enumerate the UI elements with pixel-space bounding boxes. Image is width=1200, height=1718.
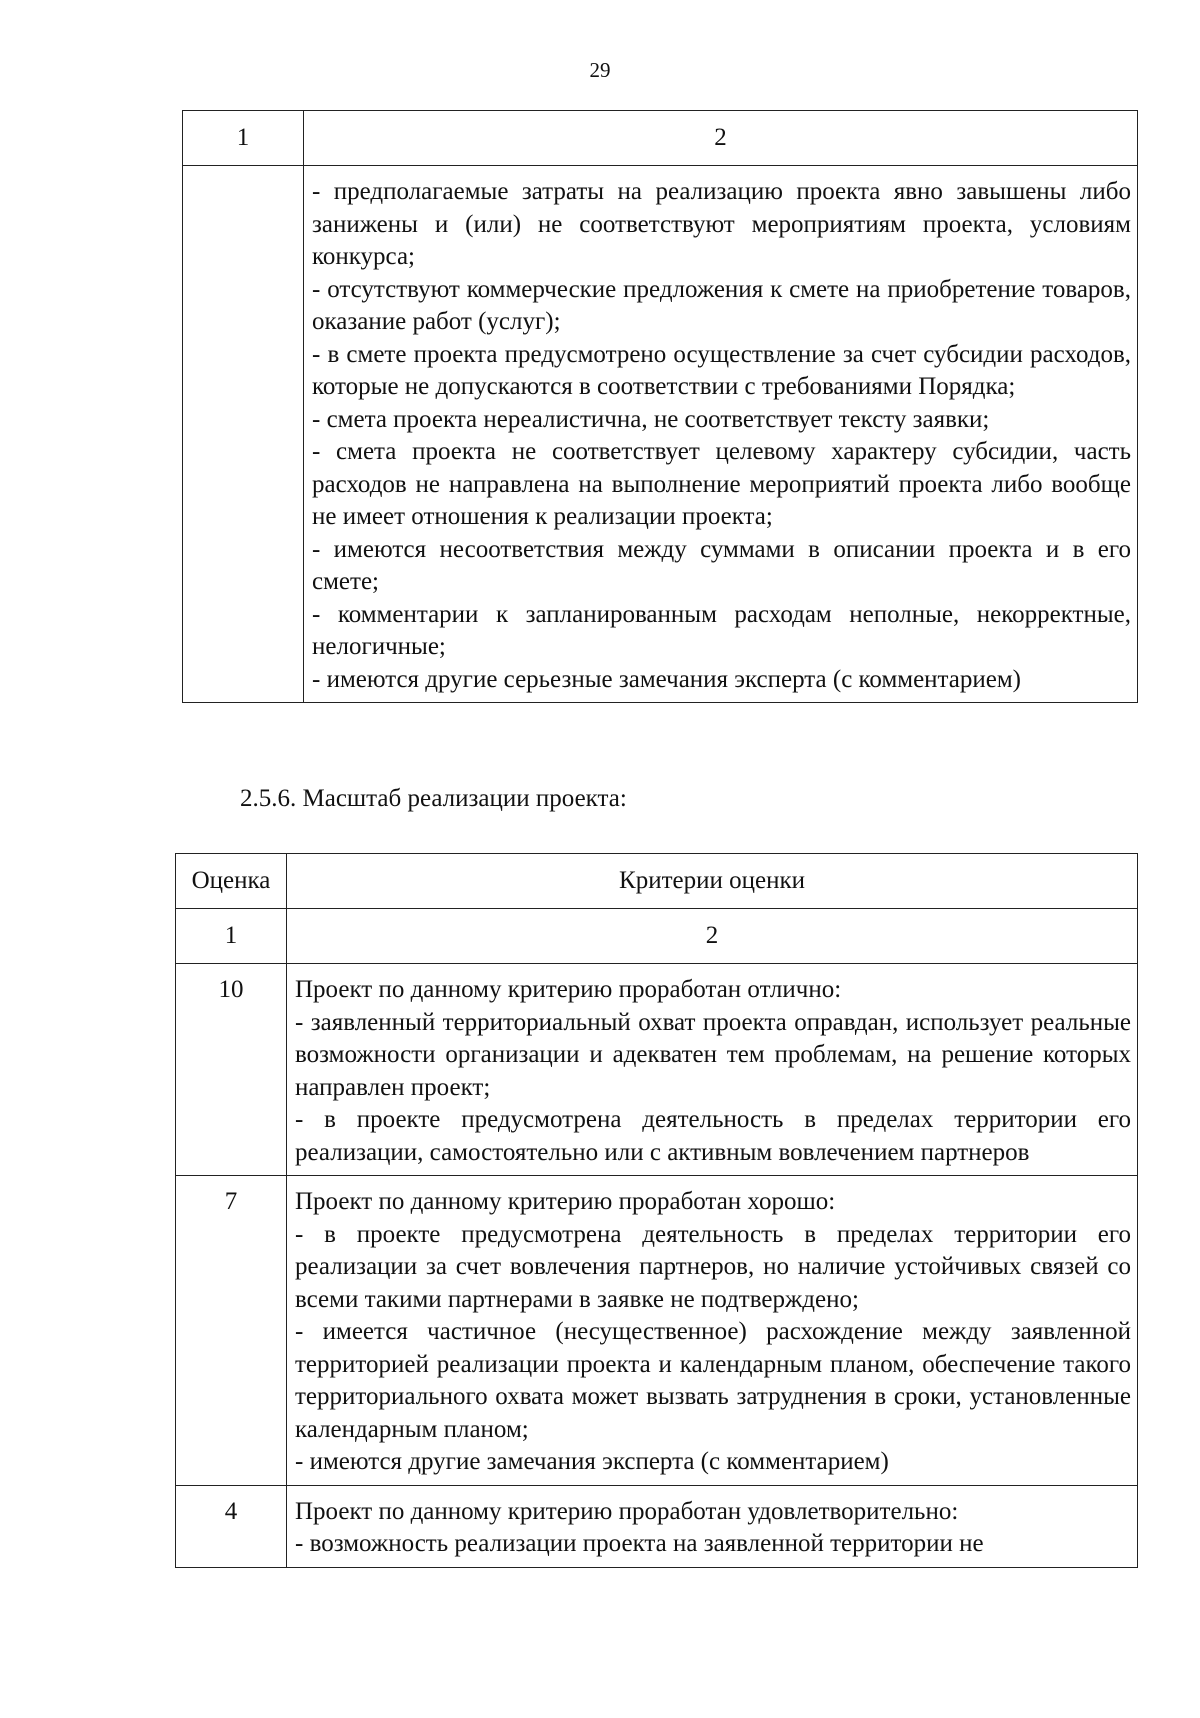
criteria-line: - комментарии к запланированным расходам неполные, некорректные, нелогичные; xyxy=(312,600,1131,660)
criteria-line: - в проекте предусмотрена деятельность в пределах территории его реализации за счет вовлечения партнеров, но наличие устойчивых связей со всеми такими партнерами в заявке не подтверждено; xyxy=(295,1220,1131,1313)
criteria-line: - отсутствуют коммерческие предложения к смете на приобретение товаров, оказание работ (услуг); xyxy=(312,275,1131,335)
table-numbering-row xyxy=(176,909,1138,964)
criteria-line: - имеется частичное (несущественное) расхождение между заявленной территорией реализации проекта и календарным планом, обеспечение такого территориального охвата может вызвать затруднения в сроки, установленные календарным планом; xyxy=(295,1318,1131,1443)
criteria-cell xyxy=(287,964,1138,1176)
criteria-line: - имеются другие серьезные замечания эксперта (с комментарием) xyxy=(312,665,1022,693)
criteria-line: - возможность реализации проекта на заявленной территории не xyxy=(295,1530,984,1557)
table-row xyxy=(183,166,1138,703)
criteria-line: Проект по данному критерию проработан удовлетворительно: xyxy=(295,1497,959,1525)
criteria-cell xyxy=(287,1176,1138,1486)
criteria-line: - предполагаемые затраты на реализацию проекта явно завышены либо занижены и (или) не соответствуют мероприятиям проекта, условиям конкурса; xyxy=(312,178,1131,270)
criteria-line: - в смете проекта предусмотрено осуществление за счет субсидии расходов, которые не допускаются в соответствии с требованиями Порядка; xyxy=(312,340,1131,400)
table-header-row xyxy=(176,854,1138,909)
criteria-table-continued xyxy=(182,110,1138,703)
score-cell: 7 xyxy=(176,1176,287,1486)
column-number-1: 1 xyxy=(183,111,304,166)
column-number-2: 2 xyxy=(287,909,1138,964)
criteria-line: - имеются несоответствия между суммами в описании проекта и в его смете; xyxy=(312,535,1131,595)
criteria-cell xyxy=(287,1485,1138,1567)
criteria-line: - заявленный территориальный охват проекта оправдан, использует реальные возможности организации и адекватен тем проблемам, на решение которых направлен проект; xyxy=(295,1008,1131,1101)
column-number-1: 1 xyxy=(176,909,287,964)
criteria-line: - в проекте предусмотрена деятельность в пределах территории его реализации, самостоятельно или с активным вовлечением партнеров xyxy=(295,1106,1131,1166)
criteria-line: - имеются другие замечания эксперта (с комментарием) xyxy=(295,1448,889,1475)
page-number: 29 xyxy=(589,58,611,82)
table-row xyxy=(176,964,1138,1176)
table-header-row xyxy=(183,111,1138,166)
score-cell: 10 xyxy=(176,964,287,1176)
criteria-line: - смета проекта нереалистична, не соответствует тексту заявки; xyxy=(312,405,990,433)
project-scale-table xyxy=(175,853,1138,1568)
column-number-2: 2 xyxy=(304,111,1138,166)
criteria-cell xyxy=(304,166,1138,703)
criteria-line: - смета проекта не соответствует целевому характеру субсидии, часть расходов не направлена на выполнение мероприятий проекта либо вообще не имеет отношения к реализации проекта; xyxy=(312,438,1131,530)
criteria-line: Проект по данному критерию проработан хорошо: xyxy=(295,1188,836,1215)
criteria-line: Проект по данному критерию проработан отлично: xyxy=(295,976,842,1003)
score-cell-empty xyxy=(183,166,304,703)
score-cell: 4 xyxy=(176,1485,287,1567)
table-row xyxy=(176,1485,1138,1567)
section-heading: 2.5.6. Масштаб реализации проекта: xyxy=(240,785,627,812)
table-row xyxy=(176,1176,1138,1486)
header-score: Оценка xyxy=(176,854,287,909)
header-criteria: Критерии оценки xyxy=(287,854,1138,909)
